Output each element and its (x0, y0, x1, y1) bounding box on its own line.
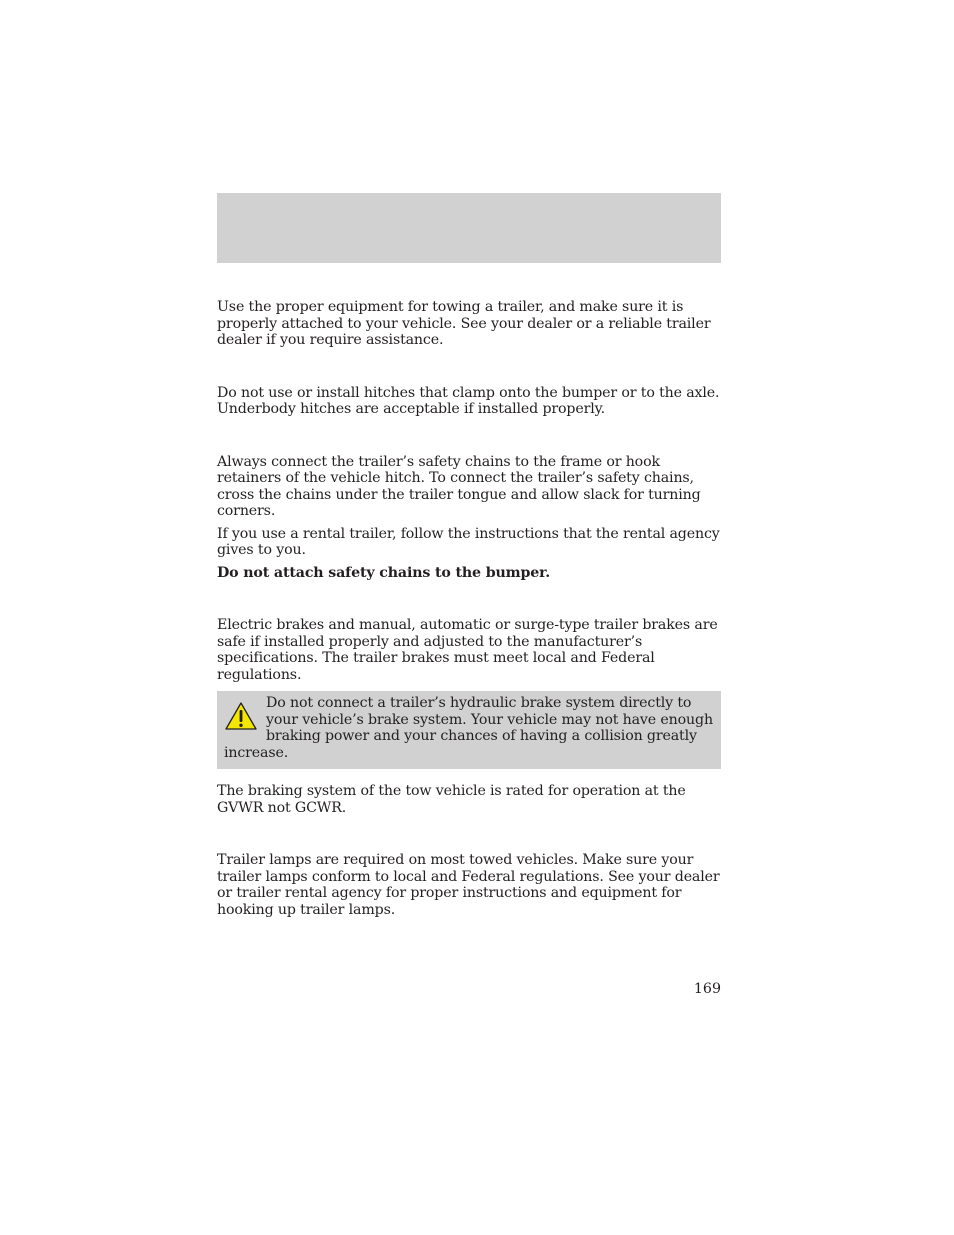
warning-box (217, 691, 721, 769)
bumper-warning-text: Do not attach safety chains to the bumper. (217, 564, 550, 581)
hitches-paragraph: Do not use or install hitches that clamp onto the bumper or to the axle. Underbody hitches are acceptable if installed properly. (217, 384, 720, 417)
trailer-lamps-paragraph: Trailer lamps are required on most towed vehicles. Make sure your trailer lamps conform to local and Federal regulations. See your dealer or trailer rental agency for proper instructions and equipment for hooking up trailer lamps. (217, 852, 720, 918)
warning-text: Do not connect a trailer’s hydraulic brake system directly to your vehicle’s brake system. Your vehicle may not have enough braking power and your chances of having a collision greatly increase. (224, 695, 713, 761)
page-content (217, 299, 721, 918)
equipment-paragraph: Use the proper equipment for towing a trailer, and make sure it is properly attached to your vehicle. See your dealer or a reliable trailer dealer if you require assistance. (217, 299, 711, 348)
page-number: 169 (693, 981, 721, 997)
warning-triangle-icon (224, 701, 258, 731)
safety-chains-paragraph: Always connect the trailer’s safety chains to the frame or hook retainers of the vehicle hitch. To connect the trailer’s safety chains, cross the chains under the trailer tongue and allow slack for turning corners. (217, 453, 701, 519)
section-header-band (217, 193, 721, 263)
rental-trailer-paragraph: If you use a rental trailer, follow the instructions that the rental agency gives to you. (217, 525, 720, 558)
trailer-brakes-paragraph: Electric brakes and manual, automatic or surge-type trailer brakes are safe if installed properly and adjusted to the manufacturer’s specifications. The trailer brakes must meet local and Federal regulations. (217, 617, 718, 683)
braking-system-paragraph: The braking system of the tow vehicle is rated for operation at the GVWR not GCWR. (217, 783, 686, 816)
